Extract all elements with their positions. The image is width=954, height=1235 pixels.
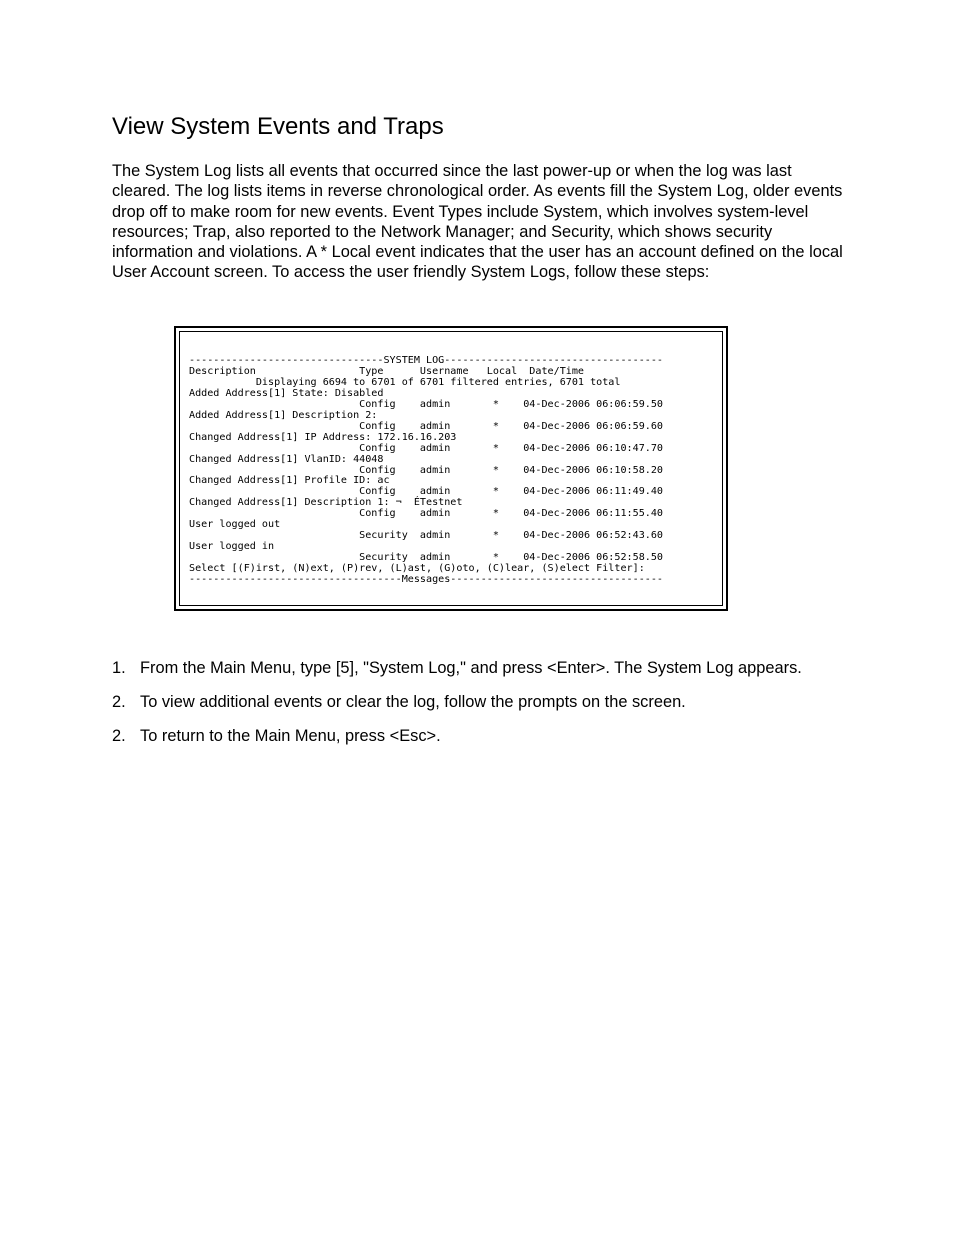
system-log-screen-text	[189, 356, 663, 586]
screen-line: -----------------------------------Messages-----------------------------------	[189, 574, 664, 586]
screen-line: Config admin * 04-Dec-2006 06:06:59.60	[189, 420, 664, 432]
step-number: 1.	[112, 659, 126, 677]
screen-line: Config admin * 04-Dec-2006 06:10:58.20	[189, 464, 664, 476]
screen-line: Changed Address[1] Description 1: ¬ ÉTestnet	[189, 497, 463, 509]
screen-line: Description Type Username Local Date/Time	[189, 365, 585, 377]
screen-line: Config admin * 04-Dec-2006 06:06:59.50	[189, 398, 664, 410]
intro-paragraph: The System Log lists all events that occurred since the last power-up or when the log was last cleared. The log lists items in reverse chronological order. As events fill the System Log, older events drop off to make room for new events. Event Types include System, which involves system-level resources; Trap, also reported to the Network Manager; and Security, which shows security information and violations. A * Local event indicates that the user has an account defined on the local User Account screen. To access the user friendly System Logs, follow these steps:	[112, 162, 843, 282]
screen-line: Config admin * 04-Dec-2006 06:11:49.40	[189, 486, 664, 498]
screen-line: Changed Address[1] VlanID: 44048	[189, 453, 384, 465]
step-text: To return to the Main Menu, press <Esc>.	[140, 727, 441, 745]
screen-line: Added Address[1] State: Disabled	[189, 387, 384, 399]
step-item	[112, 726, 802, 746]
screen-line: Displaying 6694 to 6701 of 6701 filtered entries, 6701 total	[189, 376, 621, 388]
step-item	[112, 658, 802, 678]
screen-line: Select [(F)irst, (N)ext, (P)rev, (L)ast, (G)oto, (C)lear, (S)elect Filter]:	[189, 563, 645, 575]
screen-line: Changed Address[1] IP Address: 172.16.16.203	[189, 431, 457, 443]
step-number: 2.	[112, 727, 126, 745]
screen-line: User logged out	[189, 519, 281, 531]
screen-line: Config admin * 04-Dec-2006 06:10:47.70	[189, 442, 664, 454]
step-text: From the Main Menu, type [5], "System Log," and press <Enter>. The System Log appears.	[140, 659, 802, 677]
steps-list	[112, 658, 802, 760]
step-number: 2.	[112, 693, 126, 711]
screen-line: User logged in	[189, 541, 275, 553]
step-item	[112, 692, 802, 712]
section-title: View System Events and Traps	[112, 113, 444, 140]
screen-line: Security admin * 04-Dec-2006 06:52:58.50	[189, 552, 664, 564]
screen-line: Added Address[1] Description 2:	[189, 409, 378, 421]
screen-line: Changed Address[1] Profile ID: ac	[189, 475, 390, 487]
screen-line: Security admin * 04-Dec-2006 06:52:43.60	[189, 530, 664, 542]
step-text: To view additional events or clear the log, follow the prompts on the screen.	[140, 693, 686, 711]
screen-line: Config admin * 04-Dec-2006 06:11:55.40	[189, 508, 664, 520]
screen-line: --------------------------------SYSTEM LOG------------------------------------	[189, 355, 664, 366]
